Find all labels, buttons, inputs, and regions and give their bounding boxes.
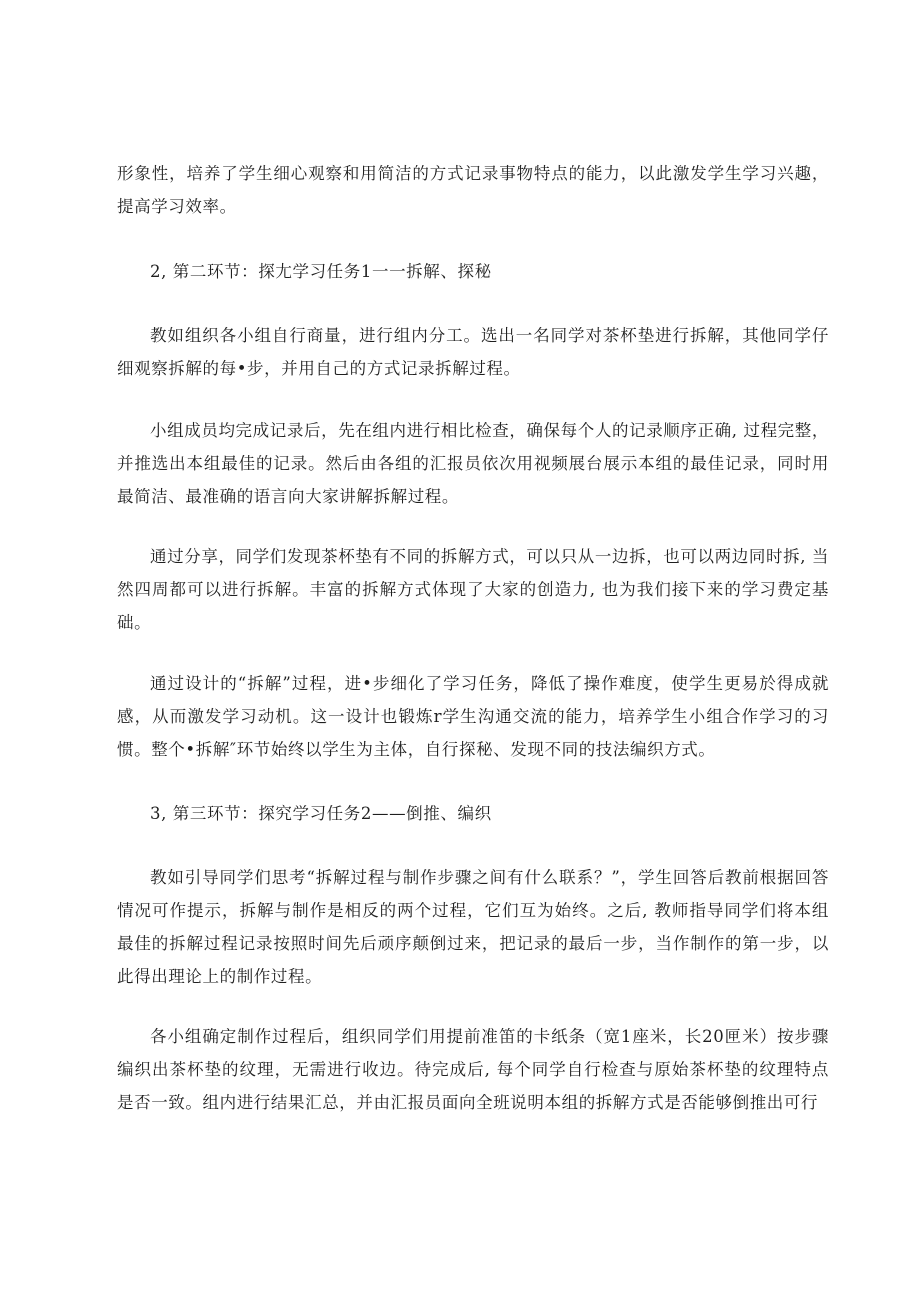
paragraph-record-check: 小组成员均完成记录后，先在组内进行相比检查，确保每个人的记录顺序正确, 过程完整，并推选出本组最佳的记录。然后由各组的汇报员依次用视频展台展示本组的最佳记录，同时用最简洁、最准确的语言向大家讲解拆解过程。 <box>117 421 829 506</box>
paragraph-group-division: 教如组织各小组自行商量，进行组内分工。选出一名同学对茶杯垫进行拆解，其他同学仔细观察拆解的每•步，并用自己的方式记录拆解过程。 <box>117 326 829 378</box>
section-heading-2: 2, 第二环节：探尢学习任务1一一拆解、探秘 <box>150 262 492 281</box>
paragraph-design-rationale: 通过设计的“拆解”过程，进•步细化了学习任务，降低了操作难度，使学生更易於得成就感，从而激发学习动机。这一设计也锻炼r学生沟通交流的能力，培养学生小组合作学习的习惯。整个•拆解″环节始终以学生为主体，自行探秘、发现不同的技法编织方式。 <box>117 674 829 759</box>
paragraph-weaving: 各小组确定制作过程后，组织同学们用提前准笛的卡纸条（宽1座米，长20匣米）按步骤编织出茶杯垫的纹理，无需进行收边。待完成后, 每个同学自行检查与原始茶杯垫的纹理特点是否一致。组内进行结果汇总，并由汇报员面向全班说明本组的拆解方式是否能够倒推出可行 <box>117 1027 829 1112</box>
paragraph-sharing: 通过分享，同学们发现茶杯垫有不同的拆解方式，可以只从一边拆，也可以两边同时拆, 当然四周都可以进行拆解。丰富的拆解方式体现了大家的创造力, 也为我们接下来的学习费定基础。 <box>117 547 829 632</box>
paragraph-continuation: 形象性，培养了学生细心观察和用简洁的方式记录事物特点的能力，以此激发学生学习兴趣，提高学习效率。 <box>117 164 829 216</box>
paragraph-reverse-process: 教如引导同学们思考“拆解过程与制作步骤之间有什么联系？”，学生回答后教前根据回答情况可作提示，拆解与制作是相反的两个过程，它们互为始终。之后, 教师指导同学们将本组最佳的拆解过程记录按照时间先后顽序颠倒过来，把记录的最后一步，当作制作的第一步，以此得出理论上的制作过程。 <box>117 868 829 986</box>
section-heading-3: 3, 第三环节：探究学习任务2——倒推、编织 <box>150 804 492 823</box>
